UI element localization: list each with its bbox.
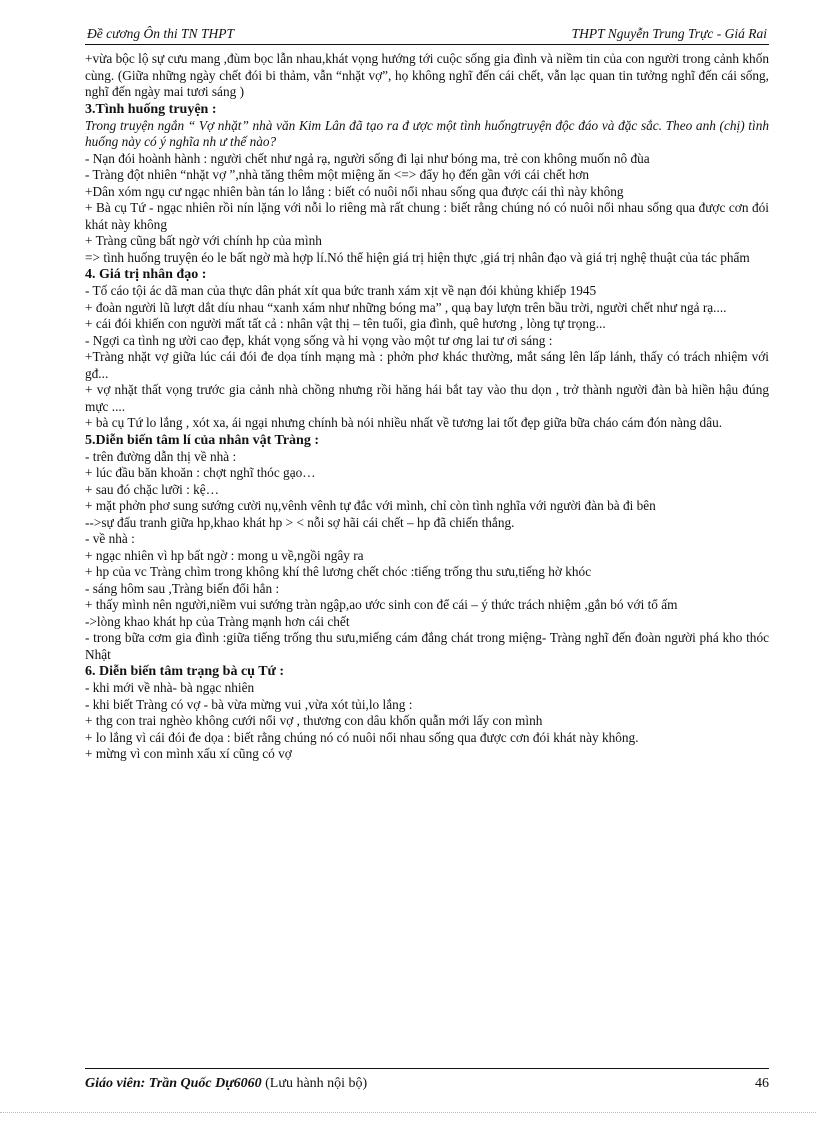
paragraph-line: + mặt phởn phơ sung sướng cười nụ,vênh vênh tự đắc với mình, chỉ còn tình nghĩa với người đàn bà đi bên <box>85 498 656 513</box>
footer-teacher <box>85 1075 367 1092</box>
paragraph-line: + lúc đầu băn khoăn : chợt nghĩ thóc gạo… <box>85 465 316 480</box>
paragraph-line: - Ngợi ca tình ng ười cao đẹp, khát vọng sống và hi vọng vào một tư ơng lai tư ơi sáng : <box>85 332 553 348</box>
paragraph-line: +Tràng nhặt vợ giữa lúc cái đói đe dọa tính mạng mà : phởn phơ khác thường, mắt sáng lên lấp lánh, thấy có trách nhiệm với gđ... <box>85 349 769 381</box>
section-heading: 6. Diễn biến tâm trạng bà cụ Tứ : <box>85 664 285 679</box>
header-right-school: THPT Nguyễn Trung Trực - Giá Rai <box>571 26 767 41</box>
paragraph-line: + đoàn người lũ lượt dắt díu nhau “xanh xám như những bóng ma” , quạ bay lượn trên bầu trời, người chết như ngả rạ.... <box>85 299 727 315</box>
paragraph-line: - trong bữa cơm gia đình :giữa tiếng trống thu sưu,miếng cám đắng chát trong miệng- Tràng nghĩ đến đoàn người phá kho thóc Nhật <box>85 630 769 662</box>
document-page <box>85 26 769 763</box>
paragraph-line: + Tràng cũng bất ngờ với chính hp của mình <box>85 233 322 248</box>
paragraph-line: + thg con trai nghèo không cưới nổi vợ , thương con dâu khốn quẫn mới lấy con mình <box>85 713 543 728</box>
section-heading: 5.Diễn biến tâm lí của nhân vật Tràng : <box>85 432 320 448</box>
paragraph-line: + cái đói khiến con người mất tất cả : nhân vật thị – tên tuổi, gia đình, quê hương , lòng tự trọng... <box>85 316 606 331</box>
paragraph-line: + sau đó chặc lưỡi : kệ… <box>85 481 219 497</box>
paragraph-line: - trên đường dẫn thị về nhà : <box>85 448 237 464</box>
paragraph-line: + ngạc nhiên vì hp bất ngờ : mong u về,ngồi ngây ra <box>85 547 364 563</box>
paragraph-line: +vừa bộc lộ sự cưu mang ,đùm bọc lẫn nhau,khát vọng hướng tới cuộc sống gia đình và niềm tin của con người trong cảnh khốn cùng. (Giữa những ngày chết đói bi thảm, vẫn “nhặt vợ”, họ không nghĩ đến cái chết, vẫn lạc quan tin tưởng nghĩ đến cái sống, nghĩ đến ngày mai tươi sáng ) <box>85 51 769 99</box>
paragraph-line: - Tràng đột nhiên “nhặt vợ ”,nhà tăng thêm một miệng ăn <=> đẩy họ đến gần với cái chết hơn <box>85 167 590 182</box>
paragraph-line: + mừng vì con mình xấu xí cũng có vợ <box>85 746 292 761</box>
page-number: 46 <box>755 1076 769 1091</box>
paragraph-line: + thấy mình nên người,niềm vui sướng tràn ngập,ao ước sinh con để cái – ý thức trách nhiệm ,gắn bó với tổ ấm <box>85 597 678 612</box>
teacher-name: Giáo viên: Trần Quốc Dự6060 <box>85 1076 262 1091</box>
page-bottom-edge <box>0 1112 816 1113</box>
paragraph-line: + hp của vc Tràng chìm trong không khí thê lương chết chóc :tiếng trống thu sưu,tiếng hờ khóc <box>85 564 592 579</box>
paragraph-line: - về nhà : <box>85 531 135 546</box>
paragraph-line: => tình huống truyện éo le bất ngờ mà hợp lí.Nó thể hiện giá trị hiện thực ,giá trị nhân đạo và giá trị nghệ thuật của tác phẩm <box>85 249 750 265</box>
paragraph-line: - khi mới về nhà- bà ngạc nhiên <box>85 680 255 695</box>
document-body <box>85 51 769 763</box>
paragraph-line: + lo lắng vì cái đói đe dọa : biết rằng chúng nó có nuôi nổi nhau sống qua được cơn đói khát này không. <box>85 729 639 745</box>
page-footer <box>85 1068 769 1092</box>
page-header <box>85 26 769 45</box>
paragraph-line: + Bà cụ Tứ - ngạc nhiên rồi nín lặng với nỗi lo riêng mà rất chung : biết rằng chúng nó có nuôi nổi nhau sống qua được cơn đói khát này không <box>85 200 769 232</box>
section-heading: 4. Giá trị nhân đạo : <box>85 267 207 282</box>
paragraph-line: -->sự đấu tranh giữa hp,khao khát hp > < nỗi sợ hãi cái chết – hp đã chiến thắng. <box>85 514 515 530</box>
paragraph-line: + vợ nhặt thất vọng trước gia cảnh nhà chồng nhưng rồi hăng hái bắt tay vào thu dọn , trở thành người đàn bà hiền hậu đúng mực .... <box>85 382 769 414</box>
circulation-note: (Lưu hành nội bộ) <box>265 1076 368 1091</box>
paragraph-line: - khi biết Tràng có vợ - bà vừa mừng vui ,vừa xót tủi,lo lắng : <box>85 696 413 712</box>
paragraph-line: - sáng hôm sau ,Tràng biến đổi hẳn : <box>85 580 280 596</box>
header-left-title: Đề cương Ôn thi TN THPT <box>87 26 234 41</box>
paragraph-line: Trong truyện ngắn “ Vợ nhặt” nhà văn Kim Lân đã tạo ra đ ược một tình huốngtruyện độc đáo và đặc sắc. Theo anh (chị) tình huống này có ý nghĩa nh ư thế nào? <box>85 117 769 149</box>
paragraph-line: + bà cụ Tứ lo lắng , xót xa, ái ngại nhưng chính bà nói nhiều nhất về tương lai tốt đẹp giữa bữa cháo cám đón nàng dâu. <box>85 415 723 430</box>
paragraph-line: +Dân xóm ngụ cư ngạc nhiên bàn tán lo lắng : biết có nuôi nổi nhau sống qua được cái thì này không <box>85 183 624 199</box>
paragraph-line: - Tố cáo tội ác dã man của thực dân phát xít qua bức tranh xám xịt về nạn đói khủng khiếp 1945 <box>85 283 597 298</box>
paragraph-line: ->lòng khao khát hp của Tràng mạnh hơn cái chết <box>85 613 350 629</box>
paragraph-line: - Nạn đói hoành hành : người chết như ngả rạ, người sống đi lại như bóng ma, trẻ con không muốn nô đùa <box>85 150 650 166</box>
section-heading: 3.Tình huống truyện : <box>85 101 217 117</box>
